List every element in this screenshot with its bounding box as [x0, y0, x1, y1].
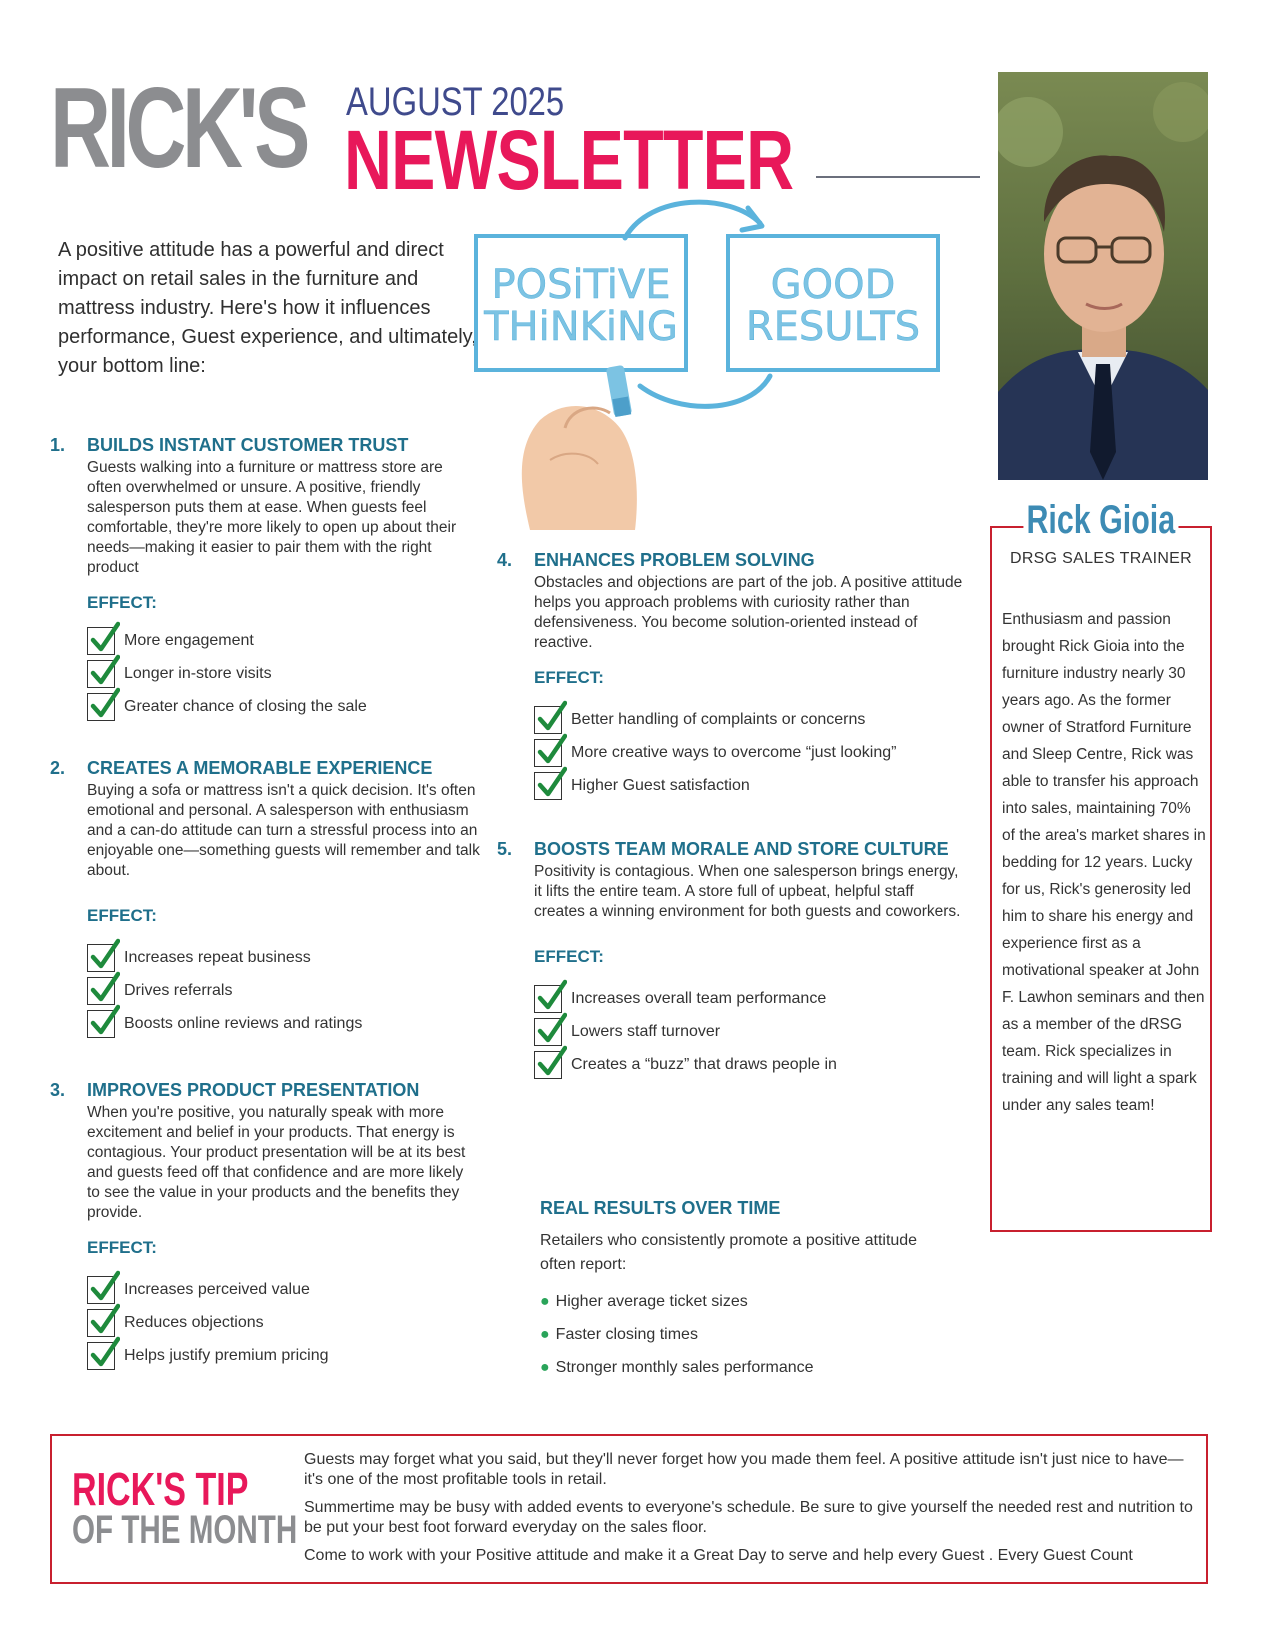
effect-item: Longer in-store visits	[87, 657, 480, 690]
section-title: BUILDS INSTANT CUSTOMER TRUST	[87, 435, 409, 455]
checkmark-icon	[534, 772, 562, 800]
section-title: IMPROVES PRODUCT PRESENTATION	[87, 1080, 420, 1100]
effect-item: Better handling of complaints or concerns	[534, 703, 967, 736]
checkmark-icon	[87, 627, 115, 655]
effect-label: EFFECT:	[534, 947, 604, 966]
section-title: CREATES A MEMORABLE EXPERIENCE	[87, 758, 433, 778]
checkmark-icon	[534, 1051, 562, 1079]
section-number: 4.	[497, 550, 513, 570]
effect-item: Higher Guest satisfaction	[534, 769, 967, 802]
effect-label: EFFECT:	[534, 668, 604, 687]
tip-paragraph: Guests may forget what you said, but they'll never forget how you made them feel. A positive attitude isn't just nice to have—it's one of the most profitable tools in retail.	[304, 1451, 1184, 1488]
brand-title: RICK'S	[50, 65, 306, 192]
tip-text	[304, 1450, 1194, 1574]
bullet-icon: ●	[540, 1325, 550, 1343]
checkmark-icon	[534, 1018, 562, 1046]
section-body: When you're positive, you naturally speak with more excitement and belief in your products. That energy is contagious. Your product presentation will be at its best and guests feed off that confidence and are more likely to see the value in your products and the benefits they provide.	[87, 1104, 466, 1221]
effect-item: Reduces objections	[87, 1306, 480, 1339]
newsletter-title: NEWSLETTER	[344, 113, 794, 207]
tip-subheading: OF THE MONTH	[72, 1508, 298, 1552]
right-box-line2: RESULTS	[745, 304, 921, 350]
checkmark-icon	[87, 1342, 115, 1370]
section-body: Buying a sofa or mattress isn't a quick decision. It's often emotional and personal. A salesperson with enthusiasm and a can-do attitude can turn a stressful process into an enjoyable one—something guests will remember and talk about.	[87, 782, 480, 879]
effect-item: Lowers staff turnover	[534, 1015, 967, 1048]
bio-role: DRSG SALES TRAINER	[1009, 550, 1193, 567]
section-body: Positivity is contagious. When one salesperson brings energy, it lifts the entire team. A store full of upbeat, helpful staff creates a winning environment for both guests and coworkers.	[534, 863, 961, 920]
checkmark-icon	[87, 977, 115, 1005]
issue-date: AUGUST 2025	[346, 80, 565, 124]
list-item: ● Stronger monthly sales performance	[540, 1358, 814, 1376]
left-box-line1: POSiTiVE	[491, 262, 671, 308]
effect-item: Creates a “buzz” that draws people in	[534, 1048, 967, 1081]
section-trust	[50, 434, 480, 723]
checkmark-icon	[87, 1276, 115, 1304]
effect-item: Helps justify premium pricing	[87, 1339, 480, 1372]
section-number: 1.	[50, 435, 66, 455]
effect-label: EFFECT:	[87, 1238, 157, 1257]
effect-item: Drives referrals	[87, 974, 480, 1007]
tip-paragraph: Summertime may be busy with added events to everyone's schedule. Be sure to give yourself the needed rest and nutrition to be put your best foot forward everyday on the sales floor.	[304, 1499, 1193, 1536]
bullet-icon: ●	[540, 1292, 550, 1310]
effect-item: More creative ways to overcome “just looking”	[534, 736, 967, 769]
list-item: ● Faster closing times	[540, 1325, 698, 1343]
section-body: Obstacles and objections are part of the job. A positive attitude helps you approach problems with curiosity rather than defensiveness. You become solution-oriented instead of reactive.	[534, 574, 963, 651]
effect-list	[87, 1273, 480, 1372]
section-team-morale	[497, 838, 967, 1081]
list-item: ● Higher average ticket sizes	[540, 1292, 748, 1310]
effect-list	[534, 982, 967, 1081]
section-number: 2.	[50, 758, 66, 778]
bio-text: Enthusiasm and passion brought Rick Gioia into the furniture industry nearly 30 years ago. As the former owner of Stratford Furniture and Sleep Centre, Rick was able to transfer his approach into sales, maintaining 70% of the area's market shares in bedding for 12 years. Lucky for us, Rick's generosity led him to share his energy and experience first as a motivational speaker at John F. Lawhon seminars and then as a member of the dRSG team. Rick specializes in training and will light a spark under any sales team!	[1002, 611, 1206, 1114]
effect-list	[87, 941, 480, 1040]
rick-gioia-photo	[998, 72, 1208, 480]
section-title: BOOSTS TEAM MORALE AND STORE CULTURE	[534, 839, 949, 859]
hand-marker-icon	[522, 365, 637, 530]
checkmark-icon	[87, 944, 115, 972]
effect-item: Increases perceived value	[87, 1273, 480, 1306]
real-results-intro: Retailers who consistently promote a positive attitude often report:	[540, 1232, 918, 1273]
checkmark-icon	[534, 985, 562, 1013]
left-box-line2: THiNKiNG	[484, 304, 678, 350]
checkmark-icon	[534, 739, 562, 767]
section-presentation	[50, 1079, 480, 1372]
effect-list	[87, 624, 480, 723]
effect-label: EFFECT:	[87, 906, 157, 925]
bullet-icon: ●	[540, 1358, 550, 1376]
real-results-list	[540, 1285, 920, 1384]
checkmark-icon	[534, 706, 562, 734]
positive-thinking-illustration	[470, 198, 980, 530]
real-results-title: REAL RESULTS OVER TIME	[540, 1198, 781, 1218]
section-number: 3.	[50, 1080, 66, 1100]
section-title: ENHANCES PROBLEM SOLVING	[534, 550, 815, 570]
section-problem-solving	[497, 549, 967, 802]
effect-item: Greater chance of closing the sale	[87, 690, 480, 723]
checkmark-icon	[87, 693, 115, 721]
section-experience	[50, 757, 480, 1040]
bio-name: Rick Gioia	[990, 498, 1212, 542]
section-number: 5.	[497, 839, 513, 859]
real-results-block	[540, 1198, 920, 1384]
right-box-line1: GOOD	[770, 262, 896, 308]
effect-label: EFFECT:	[87, 593, 157, 612]
section-body: Guests walking into a furniture or mattress store are often overwhelmed or unsure. A positive, friendly salesperson puts them at ease. When guests feel comfortable, they're more likely to open up about their needs—making it easier to pair them with the right product	[87, 459, 457, 576]
effect-list	[534, 703, 967, 802]
intro-paragraph: A positive attitude has a powerful and direct impact on retail sales in the furniture and mattress industry. Here's how it influences performance, Guest experience, and ultimately, your bottom line:	[58, 239, 477, 377]
checkmark-icon	[87, 1010, 115, 1038]
effect-item: Increases repeat business	[87, 941, 480, 974]
title-divider	[816, 176, 980, 178]
checkmark-icon	[87, 1309, 115, 1337]
tip-paragraph: Come to work with your Positive attitude and make it a Great Day to serve and help every Guest . Every Guest Count	[304, 1547, 1133, 1564]
effect-item: More engagement	[87, 624, 480, 657]
checkmark-icon	[87, 660, 115, 688]
tip-heading: RICK'S TIP	[72, 1463, 249, 1515]
effect-item: Increases overall team performance	[534, 982, 967, 1015]
effect-item: Boosts online reviews and ratings	[87, 1007, 480, 1040]
